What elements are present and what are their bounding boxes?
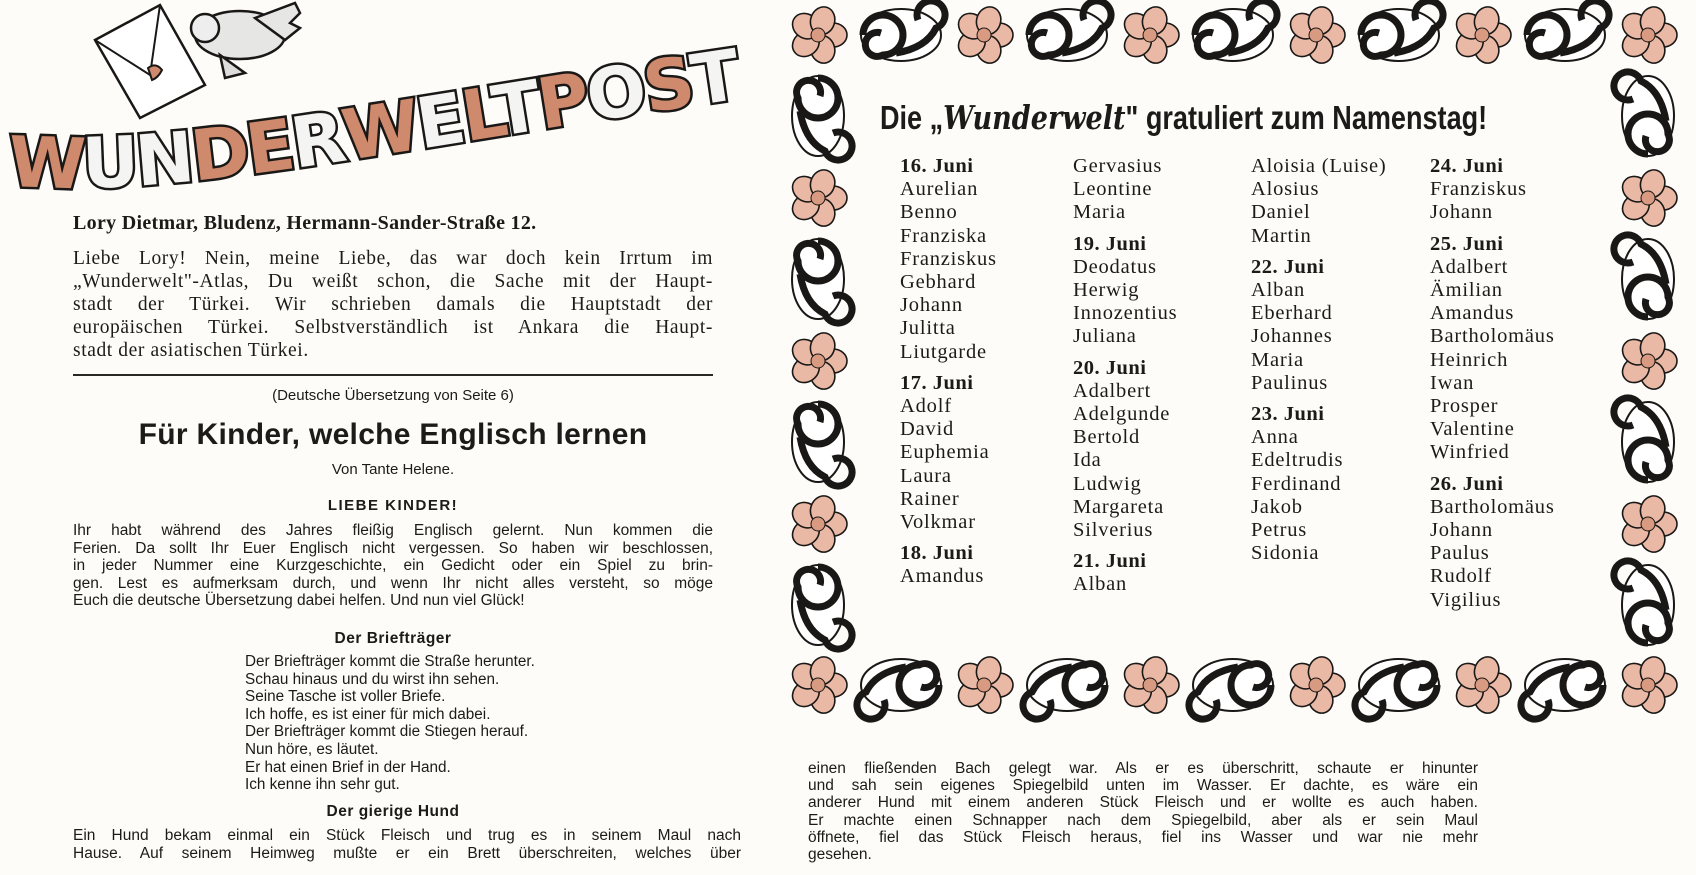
flower-ornament-icon bbox=[787, 330, 847, 393]
name-entry: Jakob bbox=[1251, 495, 1303, 518]
scroll-ornament-icon bbox=[1614, 561, 1674, 645]
nameday-column-3 bbox=[1251, 155, 1387, 565]
name-entry: Bertold bbox=[1073, 426, 1141, 449]
translation-note: (Deutsche Übersetzung von Seite 6) bbox=[272, 387, 514, 404]
flower-ornament-icon bbox=[1285, 4, 1345, 67]
poem-line: Der Briefträger kommt die Straße herunter. bbox=[245, 653, 535, 670]
nameday-column-4 bbox=[1430, 155, 1555, 612]
story-title: Der gierige Hund bbox=[326, 803, 460, 820]
name-entry: Aloisia (Luise) bbox=[1251, 155, 1387, 177]
scroll-ornament-icon bbox=[861, 1, 945, 61]
name-entry: Bartholomäus bbox=[1430, 325, 1555, 348]
name-entry: Adalbert bbox=[1073, 379, 1152, 402]
flower-ornament-icon bbox=[953, 4, 1013, 67]
name-entry: Winfried bbox=[1430, 441, 1510, 464]
name-entry: Johann bbox=[1430, 519, 1493, 542]
scroll-ornament-icon bbox=[857, 659, 941, 719]
scroll-ornament-icon bbox=[1355, 659, 1439, 719]
name-entry: Gervasius bbox=[1073, 155, 1163, 177]
name-entry: Laura bbox=[900, 464, 952, 487]
name-entry: Silverius bbox=[1073, 519, 1154, 542]
story-line: öffnete, fiel das Stück Fleisch heraus, fiel ins Wasser und war nie mehr bbox=[808, 828, 1478, 846]
logo-wordmark: WUNDERWELTPOST bbox=[7, 34, 744, 206]
poem bbox=[245, 653, 535, 794]
flower-ornament-icon bbox=[953, 654, 1013, 717]
scroll-ornament-icon bbox=[1359, 1, 1443, 61]
name-entry: Amandus bbox=[900, 565, 985, 588]
intro-line: Ferien. Da sollt Ihr Euer Englisch nicht vergessen. So haben wir beschlossen, bbox=[73, 539, 713, 557]
name-entry: Heinrich bbox=[1430, 348, 1509, 371]
letter-line: stadt der asiatischen Türkei. bbox=[73, 340, 309, 361]
name-entry: Rainer bbox=[900, 487, 960, 510]
date-heading: 24. Juni bbox=[1430, 155, 1504, 177]
poem-line: Der Briefträger kommt die Stiegen herauf. bbox=[245, 723, 529, 741]
flower-ornament-icon bbox=[1451, 654, 1511, 717]
name-entry: Alban bbox=[1251, 279, 1306, 302]
name-entry: Amandus bbox=[1430, 302, 1515, 325]
date-heading: 21. Juni bbox=[1073, 550, 1147, 573]
letter-address: Lory Dietmar, Bludenz, Hermann-Sander-Straße 12. bbox=[73, 212, 537, 234]
name-entry: Johann bbox=[900, 294, 963, 317]
intro-line: in jeder Nummer eine Kurzgeschichte, ein Gedicht oder ein Spiel zu brin- bbox=[73, 557, 713, 575]
name-entry: Aurelian bbox=[900, 178, 979, 201]
name-entry: Leontine bbox=[1073, 178, 1153, 201]
name-entry: Ida bbox=[1073, 449, 1102, 472]
title-pre: Die „ bbox=[880, 99, 944, 136]
name-entry: Rudolf bbox=[1430, 565, 1492, 588]
name-entry: Edeltrudis bbox=[1251, 449, 1344, 472]
flower-ornament-icon bbox=[1285, 654, 1345, 717]
name-entry: Alosius bbox=[1251, 178, 1320, 201]
date-heading: 18. Juni bbox=[900, 542, 974, 565]
story-line: Ein Hund bekam einmal ein Stück Fleisch und trug es in seinem Maul nach bbox=[73, 827, 741, 844]
date-heading: 23. Juni bbox=[1251, 403, 1325, 426]
date-heading: 19. Juni bbox=[1073, 232, 1147, 255]
nameday-title bbox=[880, 98, 1610, 137]
name-entry: Franziskus bbox=[1430, 178, 1527, 201]
name-entry: Johannes bbox=[1251, 325, 1333, 348]
date-heading: 25. Juni bbox=[1430, 232, 1504, 255]
scroll-ornament-icon bbox=[1614, 235, 1674, 319]
date-heading: 16. Juni bbox=[900, 155, 974, 177]
date-heading: 26. Juni bbox=[1430, 472, 1504, 495]
story-text-left bbox=[73, 827, 741, 862]
intro-paragraph bbox=[73, 522, 713, 610]
flower-ornament-icon bbox=[1617, 330, 1677, 393]
name-entry: Franziskus bbox=[900, 247, 997, 270]
name-entry: Petrus bbox=[1251, 519, 1308, 542]
poem-title: Der Briefträger bbox=[334, 630, 452, 647]
letter-line: europäischen Türkei. Selbstverständlich ist Ankara die Haupt- bbox=[73, 317, 713, 338]
scroll-ornament-icon bbox=[1193, 1, 1277, 61]
name-entry: Johann bbox=[1430, 201, 1493, 224]
name-entry: Alban bbox=[1073, 573, 1128, 596]
scroll-ornament-icon bbox=[792, 76, 852, 160]
name-entry: Paulinus bbox=[1251, 371, 1329, 394]
story-line: Er machte einen Schnapper nach dem Spiegelbild, aber als er sein Maul bbox=[808, 811, 1478, 829]
story-line: Hause. Auf seinem Heimweg mußte er ein Brett überschreiten, welches über bbox=[73, 844, 741, 862]
flower-ornament-icon bbox=[787, 493, 847, 556]
article-title: Für Kinder, welche Englisch lernen bbox=[138, 418, 648, 451]
flower-ornament-icon bbox=[1617, 4, 1677, 67]
scroll-ornament-icon bbox=[1027, 1, 1111, 61]
scroll-ornament-icon bbox=[1189, 659, 1273, 719]
name-entry: Ferdinand bbox=[1251, 472, 1342, 495]
name-entry: Herwig bbox=[1073, 279, 1140, 302]
poem-line: Er hat einen Brief in der Hand. bbox=[245, 758, 451, 776]
intro-line: gen. Lest es aufmerksam durch, und wenn Ihr nicht alles versteht, so möge bbox=[73, 574, 713, 592]
story-line: anderer Hund mit einem anderen Stück Fleisch und er wollte es auch haben. bbox=[808, 794, 1478, 812]
date-heading: 17. Juni bbox=[900, 371, 974, 394]
name-entry: Iwan bbox=[1430, 371, 1475, 394]
scroll-ornament-icon bbox=[1525, 1, 1609, 61]
name-entry: Franziska bbox=[900, 224, 987, 247]
intro-line: Ihr habt während des Jahres fleißig Englisch gelernt. Nun kommen die bbox=[73, 522, 713, 539]
letter-reply bbox=[73, 247, 713, 362]
letter-line: stadt der Türkei. Wir schrieben damals die Hauptstadt der bbox=[73, 294, 713, 315]
name-entry: Volkmar bbox=[900, 511, 976, 534]
title-script: Wunderwelt bbox=[943, 98, 1126, 137]
name-entry: Bartholomäus bbox=[1430, 495, 1555, 518]
name-entry: Innozentius bbox=[1073, 302, 1178, 325]
scroll-ornament-icon bbox=[1614, 398, 1674, 482]
scroll-ornament-icon bbox=[792, 239, 852, 323]
name-entry: Gebhard bbox=[900, 271, 977, 294]
date-heading: 22. Juni bbox=[1251, 255, 1325, 278]
scroll-ornament-icon bbox=[792, 565, 852, 649]
name-entry: Adalbert bbox=[1430, 255, 1509, 278]
name-entry: Eberhard bbox=[1251, 302, 1333, 325]
flower-ornament-icon bbox=[787, 654, 847, 717]
name-entry: Deodatus bbox=[1073, 255, 1157, 278]
name-entry: Ludwig bbox=[1073, 472, 1142, 495]
name-entry: Martin bbox=[1251, 224, 1312, 247]
poem-line: Seine Tasche ist voller Briefe. bbox=[245, 688, 446, 706]
dove-with-letter-icon bbox=[95, 3, 300, 118]
flower-ornament-icon bbox=[1617, 493, 1677, 556]
flower-ornament-icon bbox=[1119, 654, 1179, 717]
name-entry: Sidonia bbox=[1251, 542, 1320, 565]
scroll-ornament-icon bbox=[1521, 659, 1605, 719]
nameday-column-1 bbox=[900, 155, 997, 589]
poem-line: Ich kenne ihn sehr gut. bbox=[245, 776, 400, 794]
wunderweltpost-logo bbox=[0, 0, 790, 210]
poem-line: Nun höre, es läutet. bbox=[245, 740, 379, 758]
intro-line: Euch die deutsche Übersetzung dabei helfen. Und nun viel Glück! bbox=[73, 592, 525, 610]
name-entry: Ämilian bbox=[1430, 279, 1503, 302]
letter-line: Liebe Lory! Nein, meine Liebe, das war doch kein Irrtum im bbox=[73, 248, 713, 269]
scroll-ornament-icon bbox=[1614, 72, 1674, 156]
scroll-ornament-icon bbox=[1023, 659, 1107, 719]
nameday-column-2 bbox=[1073, 155, 1177, 597]
divider bbox=[73, 374, 713, 376]
name-entry: Anna bbox=[1251, 426, 1299, 449]
flower-ornament-icon bbox=[787, 167, 847, 230]
flower-ornament-icon bbox=[1451, 4, 1511, 67]
name-entry: Daniel bbox=[1251, 201, 1311, 224]
story-text-right bbox=[808, 760, 1478, 863]
name-entry: Maria bbox=[1073, 201, 1126, 224]
story-line: einen fließenden Bach gelegt war. Als er es überschritt, schaute er hinunter bbox=[808, 760, 1478, 777]
name-entry: Paulus bbox=[1430, 542, 1490, 565]
flower-ornament-icon bbox=[787, 4, 847, 67]
name-entry: Liutgarde bbox=[900, 340, 987, 363]
name-entry: Margareta bbox=[1073, 495, 1165, 518]
story-line: und sah sein eigenes Spiegelbild unten im Wasser. Er dachte, es wäre ein bbox=[808, 777, 1478, 795]
name-entry: Benno bbox=[900, 201, 958, 224]
name-entry: Euphemia bbox=[900, 441, 990, 464]
byline: Von Tante Helene. bbox=[331, 461, 455, 478]
name-entry: Valentine bbox=[1430, 418, 1515, 441]
poem-line: Ich hoffe, es ist einer für mich dabei. bbox=[245, 705, 491, 723]
letter-line: „Wunderwelt"-Atlas, Du weißt schon, die Sache mit der Haupt- bbox=[73, 271, 713, 292]
name-entry: Juliana bbox=[1073, 325, 1137, 348]
flower-ornament-icon bbox=[1617, 167, 1677, 230]
story-line: gesehen. bbox=[808, 846, 872, 864]
name-entry: Prosper bbox=[1430, 395, 1499, 418]
name-entry: Julitta bbox=[900, 317, 956, 340]
name-entry: David bbox=[900, 418, 955, 441]
name-entry: Adelgunde bbox=[1073, 403, 1171, 426]
title-post: " gratuliert zum Namenstag! bbox=[1125, 99, 1488, 136]
name-entry: Maria bbox=[1251, 348, 1304, 371]
name-entry: Adolf bbox=[900, 395, 952, 418]
salutation: LIEBE KINDER! bbox=[327, 497, 459, 514]
flower-ornament-icon bbox=[1119, 4, 1179, 67]
flower-ornament-icon bbox=[1617, 654, 1677, 717]
poem-line: Schau hinaus und du wirst ihn sehen. bbox=[245, 670, 500, 688]
name-entry: Vigilius bbox=[1430, 588, 1502, 611]
date-heading: 20. Juni bbox=[1073, 356, 1147, 379]
scroll-ornament-icon bbox=[792, 402, 852, 486]
